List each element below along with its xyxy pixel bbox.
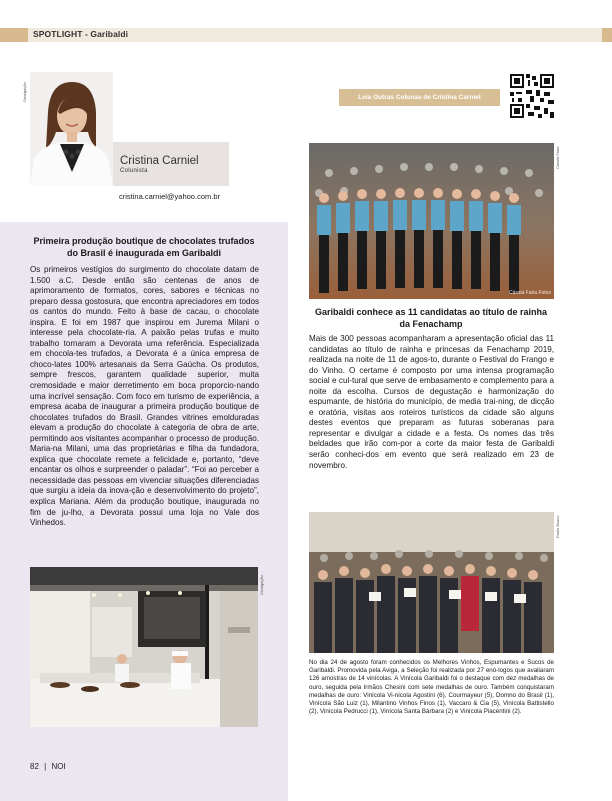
photo-watermark: Cássia Faria Fotos — [509, 290, 551, 296]
left-article-title: Primeira produção boutique de chocolates trufados do Brasil é inaugurada em Garibaldi — [33, 236, 255, 258]
columnist-name: Cristina Carniel — [120, 155, 199, 167]
photo-credit-bottom-right: Paulo Bosco — [555, 515, 560, 538]
qr-code-icon[interactable] — [510, 74, 554, 118]
awards-caption: No dia 24 de agosto foram conhecidos os Melhores Vinhos, Espumantes e Sucos de Garibaldi. Promovida pela Aviga, a Seleção foi realizada por 27 enó-logos que avaliaram 126 amostras de 14 vinícolas. A Vinícola Garibaldi foi o destaque com dez medalhas de ouro, seguida pela Irmãos Chesini com sete medalhas de ouro. Também conquistaram medalhas de ouro: Vinícola Vi-nícola Agostini (6), Courmayeur (5), Domno do Brasil (1), Vinícola São Luiz (1), Milantino Vinhos Finos (1), Vaccaro & Cia (5), Vinícola Battistello (2), Vinícola Pedrucci (1), Vinícola Santa Bárbara (2) e Vinícola Piacentini (2). — [309, 659, 554, 716]
section-title: SPOTLIGHT - Garibaldi — [33, 29, 129, 39]
photo-credit-top-right: Cassia Faria — [555, 146, 560, 169]
photo-credit-portrait: Divulgação — [22, 82, 27, 102]
footer-separator: | — [44, 762, 47, 771]
columnist-role: Colunista — [120, 168, 148, 174]
right-article-title: Garibaldi conhece as 11 candidatas ao título de rainha da Fenachamp — [314, 307, 548, 329]
chocolate-production-photo — [30, 567, 258, 727]
wine-awards-photo — [309, 512, 554, 653]
header-accent-right — [602, 28, 612, 42]
photo-credit-bottom-left: Divulgação — [259, 575, 264, 595]
magazine-name: NOI — [51, 762, 66, 771]
columnist-email[interactable]: cristina.carniel@yahoo.com.br — [119, 192, 220, 201]
columnist-portrait — [30, 72, 113, 186]
other-columns-button[interactable]: Leia Outras Colunas de Cristina Carniel — [339, 89, 500, 106]
header-accent-tab — [0, 28, 28, 42]
page-number: 82 — [30, 762, 39, 771]
left-article-body: Os primeiros vestígios do surgimento do chocolate datam de 1.500 a.C. Desde então são centenas de anos de aprimoramento de formatos, cores, sabores e técnicas no preparo dessa gostosura, que encontra apreciadores em todos os cantos do mundo. Feito à base de cacau, o chocolate inspira. E foi em 1987 que inspirou em Jurema Milani o interesse pela chocolate-ria. A paixão pelas trufas e muito trabalho tornaram a Devorata uma referência. Especializada em chocola-tes trufados, a Devorata é a única empresa de choco-lates 100% artesanais da Serra Gaúcha. Os produtos, sempre frescos, garantem qualidade superior, muita cremosidade e maior derretimento em boca proporcio-nando uma incrível sensação. Com foco em turismo de experiência, a empresa acaba de inaugurar a primeira produção boutique de chocolates trufados do Brasil. Grandes vitrines emolduradas elevam a produção do chocolate à categoria de obra de arte, permitindo aos visitantes acompanhar o processo de produção. Maria-na Milani, uma das proprietárias e filha da fundadora, explica que chocolate remete a felicidade e, portanto, “deve encantar os olhos e surpreender o paladar”. “Foi ao perceber a necessidade das pessoas em vivenciar situações diferenciadas que surgiu a ideia da inova-ção e desenvolvimento do projeto”, explica Mariana. Além da produção boutique, inaugurada no fim de ju-lho, a Devorata possui uma loja no Vale dos Vinhedos. — [30, 265, 259, 528]
right-article-body: Mais de 300 pessoas acompanharam a apresentação oficial das 11 candidatas ao título de rainha e princesas da Fenachamp 2019, realizada na noite de 11 de agos-to, durante o Festival do Frango e do Vinho. O certame é composto por uma intensa programação social e cul-tural que serve de embasamento e complemento para a noite da escolha. Cursos de degustação e harmonização do espumante, de história do município, de media trai-ning, de dicção e oratória, visitas aos roteiros turísticos da cidade são alguns destes eventos que preparam as futuras soberanas para representar e divulgar a cidade e a festa. Os nomes das três beldades que irão com-por a corte da maior festa de Garibaldi serão conheci-dos em evento que será realizado em 23 de novembro. — [309, 334, 554, 470]
fenachamp-candidates-photo — [309, 143, 554, 299]
page-footer — [30, 762, 66, 771]
